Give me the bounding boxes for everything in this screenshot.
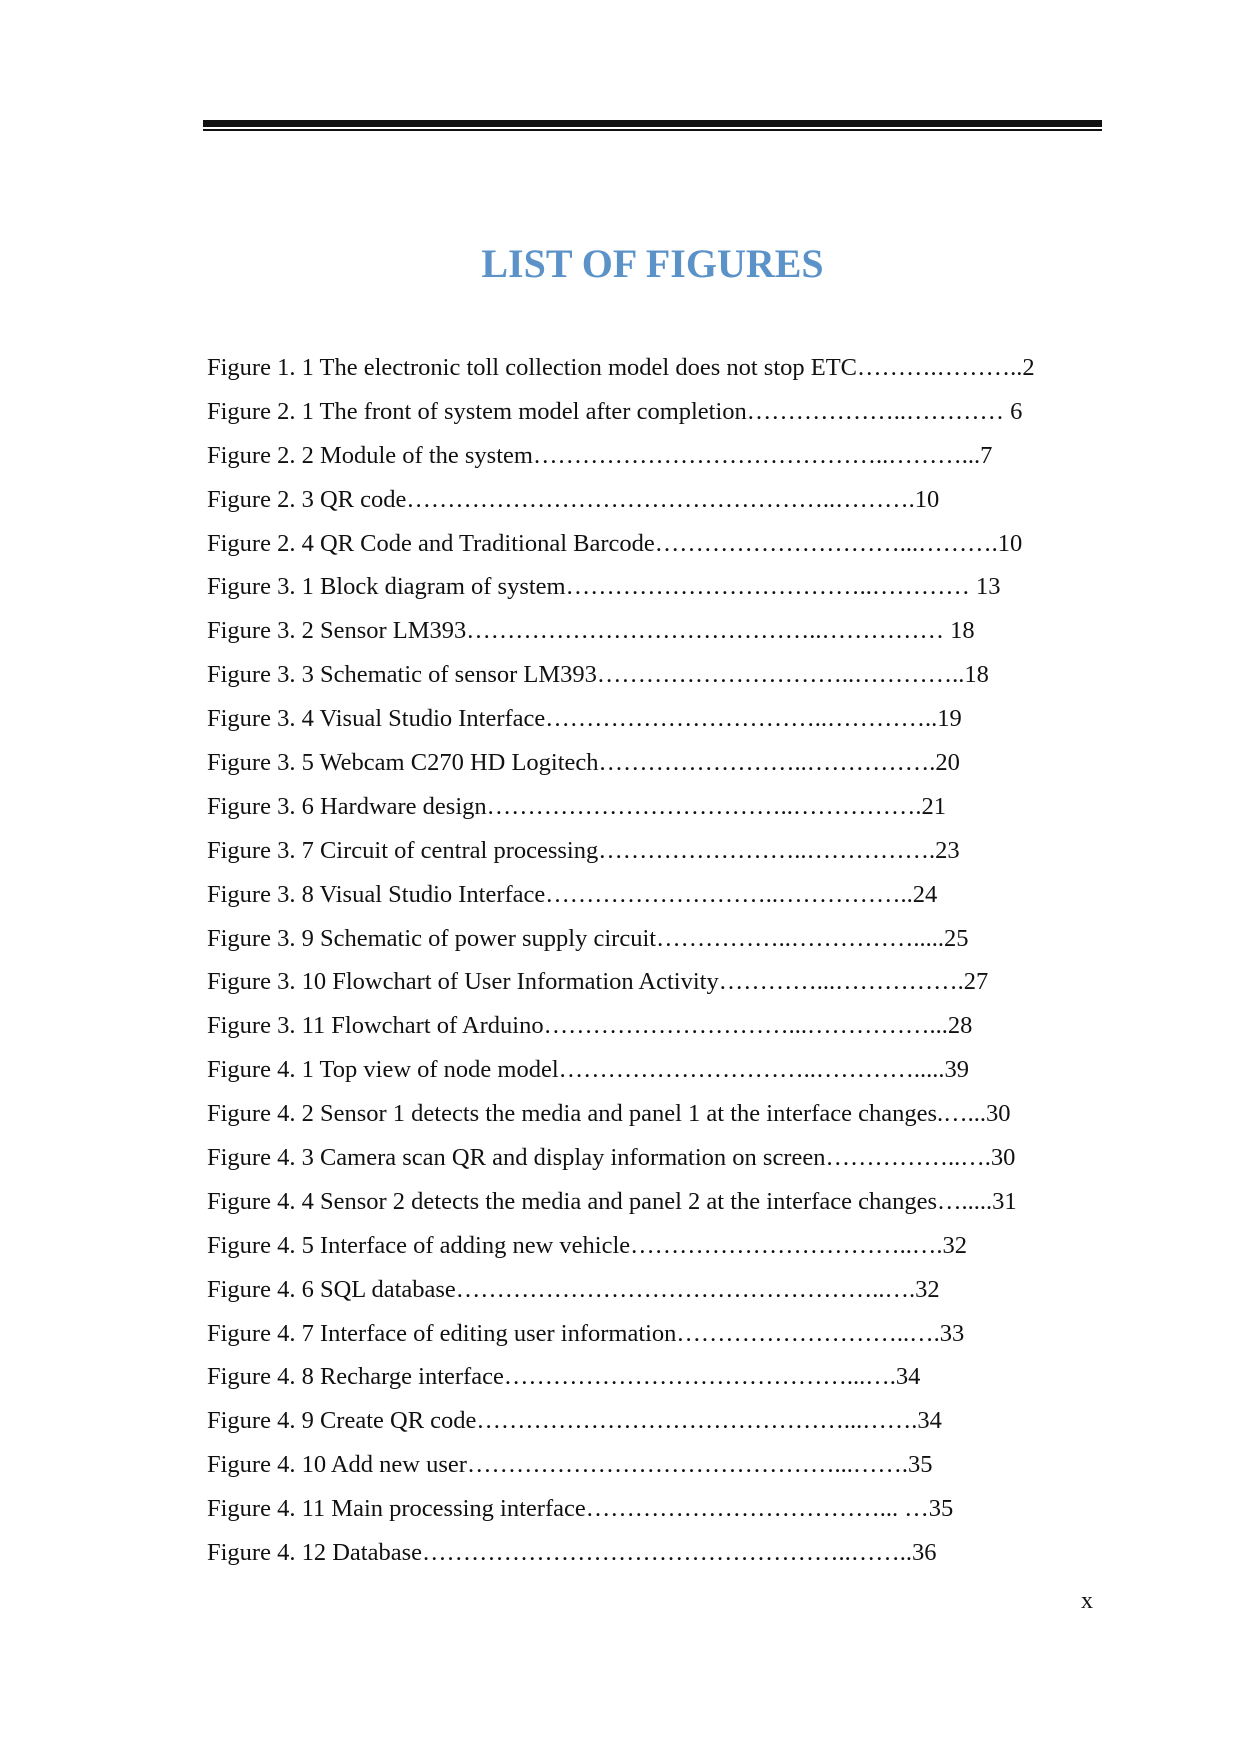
figure-entry-3-11[interactable] [207,1004,1097,1048]
figure-entry-4-6[interactable] [207,1268,1097,1312]
figure-entry-4-10[interactable] [207,1443,1097,1487]
figure-entry-text: Figure 4. 11 Main processing interface………………………………... …35 [207,1495,954,1523]
figure-entry-text: Figure 3. 10 Flowchart of User Information Activity…………...…………….27 [207,968,989,996]
figure-entry-2-4[interactable] [207,522,1097,566]
figure-entry-text: Figure 4. 5 Interface of adding new vehicle……………………………..….32 [207,1231,968,1259]
figure-entry-4-7[interactable] [207,1312,1097,1356]
figure-entry-text: Figure 1. 1 The electronic toll collection model does not stop ETC……….………..2 [207,354,1035,381]
figure-entry-text: Figure 3. 11 Flowchart of Arduino…………………………...……………...28 [207,1012,973,1040]
figure-entry-text: Figure 4. 2 Sensor 1 detects the media and panel 1 at the interface changes.…...30 [207,1100,1011,1128]
figure-entry-3-6[interactable] [207,785,1097,829]
figure-entry-text: Figure 3. 7 Circuit of central processing……………………..…………….23 [207,836,960,864]
page-title: LIST OF FIGURES [481,241,824,286]
header-rule [203,120,1102,132]
figure-entry-3-1[interactable] [207,565,1097,609]
figure-list [207,346,1097,1575]
figure-entry-3-10[interactable] [207,960,1097,1004]
figure-entry-3-2[interactable] [207,609,1097,653]
figure-entry-text: Figure 3. 6 Hardware design………………………………..…………….21 [207,792,947,820]
figure-entry-2-2[interactable] [207,434,1097,478]
figure-entry-4-5[interactable] [207,1224,1097,1268]
figure-entry-text: Figure 4. 8 Recharge interface……………………………………...….34 [207,1363,921,1391]
figure-entry-text: Figure 4. 10 Add new user………………………………………...…….35 [207,1451,933,1479]
figure-entry-3-9[interactable] [207,917,1097,961]
figure-entry-4-8[interactable] [207,1355,1097,1399]
header-rule-thin [203,129,1102,131]
figure-entry-text: Figure 4. 9 Create QR code………………………………………...…….34 [207,1407,942,1435]
figure-entry-text: Figure 3. 2 Sensor LM393……………………………………..…………… 18 [207,617,975,645]
figure-entry-3-8[interactable] [207,873,1097,917]
figure-entry-4-9[interactable] [207,1399,1097,1443]
figure-entry-3-5[interactable] [207,741,1097,785]
figure-entry-text: Figure 3. 1 Block diagram of system………………………………..………… 13 [207,573,1001,601]
figure-entry-2-3[interactable] [207,478,1097,522]
figure-entry-text: Figure 2. 3 QR code……………………………………………..……….10 [207,485,940,513]
figure-entry-3-7[interactable] [207,829,1097,873]
figure-entry-text: Figure 4. 3 Camera scan QR and display information on screen……………..….30 [207,1144,1016,1172]
figure-entry-text: Figure 3. 8 Visual Studio Interface………………………..……………..24 [207,880,938,908]
figure-entry-3-4[interactable] [207,697,1097,741]
figure-entry-4-2[interactable] [207,1092,1097,1136]
figure-entry-text: Figure 4. 12 Database……………………………………………..……..36 [207,1539,937,1567]
figure-entry-text: Figure 2. 1 The front of system model after completion………………..………… 6 [207,397,1023,425]
header-rule-thick [203,120,1102,127]
figure-entry-4-1[interactable] [207,1048,1097,1092]
figure-entry-text: Figure 4. 7 Interface of editing user information………………………..….33 [207,1319,965,1347]
figure-entry-4-12[interactable] [207,1531,1097,1575]
figure-entry-3-3[interactable] [207,653,1097,697]
figure-entry-4-4[interactable] [207,1180,1097,1224]
figure-entry-text: Figure 4. 1 Top view of node model…………………………..………….....39 [207,1056,970,1084]
figure-entry-text: Figure 3. 5 Webcam C270 HD Logitech……………………..…………….20 [207,749,960,777]
page-number: x [1081,1588,1093,1614]
figure-entry-text: Figure 2. 2 Module of the system……………………………………..………...7 [207,441,993,469]
figure-entry-text: Figure 4. 6 SQL database……………………………………………..….32 [207,1275,940,1303]
figure-entry-1-1[interactable] [207,346,1097,390]
figure-entry-2-1[interactable] [207,390,1097,434]
figure-entry-4-11[interactable] [207,1487,1097,1531]
figure-entry-text: Figure 4. 4 Sensor 2 detects the media and panel 2 at the interface changes….....31 [207,1187,1017,1215]
figure-entry-text: Figure 3. 3 Schematic of sensor LM393…………………………..…………..18 [207,661,989,689]
figure-entry-4-3[interactable] [207,1136,1097,1180]
figure-entry-text: Figure 3. 4 Visual Studio Interface……………………………..…………..19 [207,705,962,733]
figure-entry-text: Figure 3. 9 Schematic of power supply circuit……………..…………….....25 [207,924,969,952]
figure-entry-text: Figure 2. 4 QR Code and Traditional Barcode…………………………...……….10 [207,529,1023,557]
